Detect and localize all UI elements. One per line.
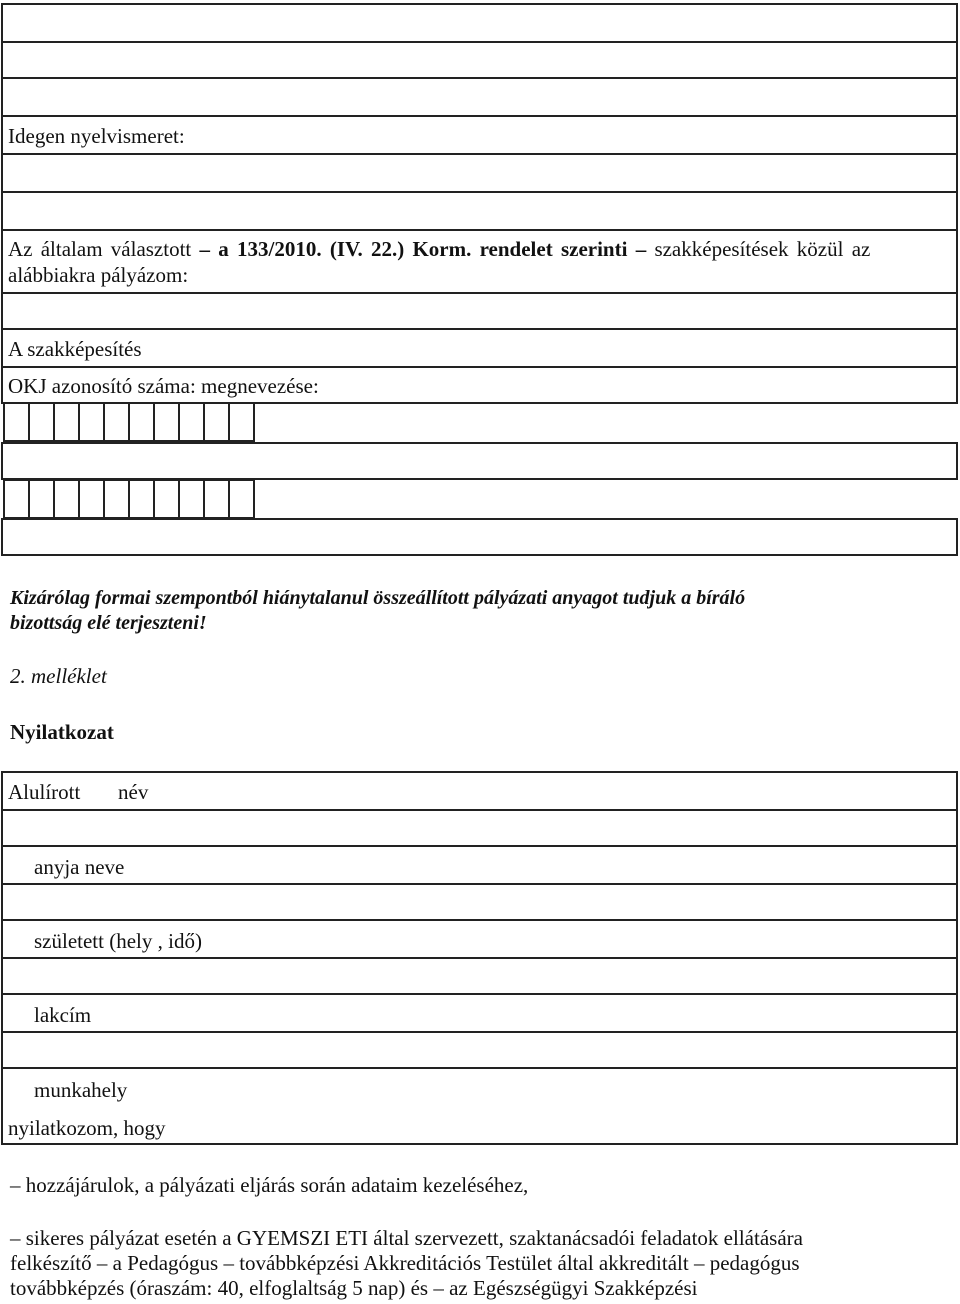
blank-field-3[interactable] bbox=[1, 77, 958, 117]
qualification-name-field-2[interactable] bbox=[1, 518, 958, 556]
selection-regulation: a 133/2010. (IV. 22.) Korm. rendelet szerinti bbox=[218, 237, 628, 261]
undersigned-label: Alulírott bbox=[8, 780, 81, 804]
notice-line2: bizottság elé terjeszteni! bbox=[10, 612, 207, 634]
declare-label: nyilatkozom, hogy bbox=[8, 1116, 166, 1140]
selection-field[interactable] bbox=[1, 292, 958, 330]
mother-name-field[interactable] bbox=[1, 883, 958, 921]
blank-field-1[interactable] bbox=[1, 3, 958, 43]
foreign-language-field-2[interactable] bbox=[1, 191, 958, 231]
address-row bbox=[1, 993, 958, 1033]
okj-code-cells-1[interactable] bbox=[3, 402, 253, 442]
address-field[interactable] bbox=[1, 1031, 958, 1069]
born-field[interactable] bbox=[1, 957, 958, 995]
qualification-name-field-1[interactable] bbox=[1, 442, 958, 480]
statement-training-line3: továbbképzés (óraszám: 40, elfoglaltság 5 nap) és – az Egészségügyi Szakképzési bbox=[10, 1276, 698, 1300]
selection-text-line2: alábbiakra pályázom: bbox=[8, 263, 189, 287]
foreign-language-label: Idegen nyelvismeret: bbox=[8, 124, 185, 148]
qualification-row bbox=[1, 328, 958, 368]
selection-dash: – bbox=[199, 237, 211, 261]
born-label: született (hely , idő) bbox=[34, 929, 202, 953]
address-label: lakcím bbox=[34, 1003, 92, 1027]
statement-training-line1: – sikeres pályázat esetén a GYEMSZI ETI által szervezett, szaktanácsadói feladatok ellátására bbox=[10, 1226, 803, 1250]
selection-text-part1: Az általam választott bbox=[8, 237, 192, 261]
selection-text-line1: Az általam választott – a 133/2010. (IV. 22.) Korm. rendelet szerinti – szakképesítések közül az bbox=[8, 237, 871, 261]
notice-line1: Kizárólag formai szempontból hiánytalanul összeállított pályázati anyagot tudjuk a bíráló bbox=[10, 587, 746, 609]
selection-text-part2: szakképesítések közül az bbox=[654, 237, 871, 261]
qualification-label: A szakképesítés bbox=[8, 337, 142, 361]
name-label: név bbox=[118, 780, 149, 804]
name-field[interactable] bbox=[1, 809, 958, 847]
blank-field-2[interactable] bbox=[1, 41, 958, 79]
workplace-label: munkahely bbox=[34, 1078, 128, 1102]
statement-consent: – hozzájárulok, a pályázati eljárás során adataim kezeléséhez, bbox=[10, 1173, 529, 1197]
okj-label: OKJ azonosító száma: megnevezése: bbox=[8, 374, 319, 398]
mother-name-label: anyja neve bbox=[34, 855, 125, 879]
okj-code-cells-2[interactable] bbox=[3, 479, 253, 519]
foreign-language-field-1[interactable] bbox=[1, 153, 958, 193]
declaration-title: Nyilatkozat bbox=[10, 720, 114, 744]
mother-name-row bbox=[1, 845, 958, 885]
annex-label: 2. melléklet bbox=[10, 664, 107, 688]
statement-training-line2: felkészítő – a Pedagógus – továbbképzési Akkreditációs Testület által akkreditált – pedagógus bbox=[10, 1251, 800, 1275]
